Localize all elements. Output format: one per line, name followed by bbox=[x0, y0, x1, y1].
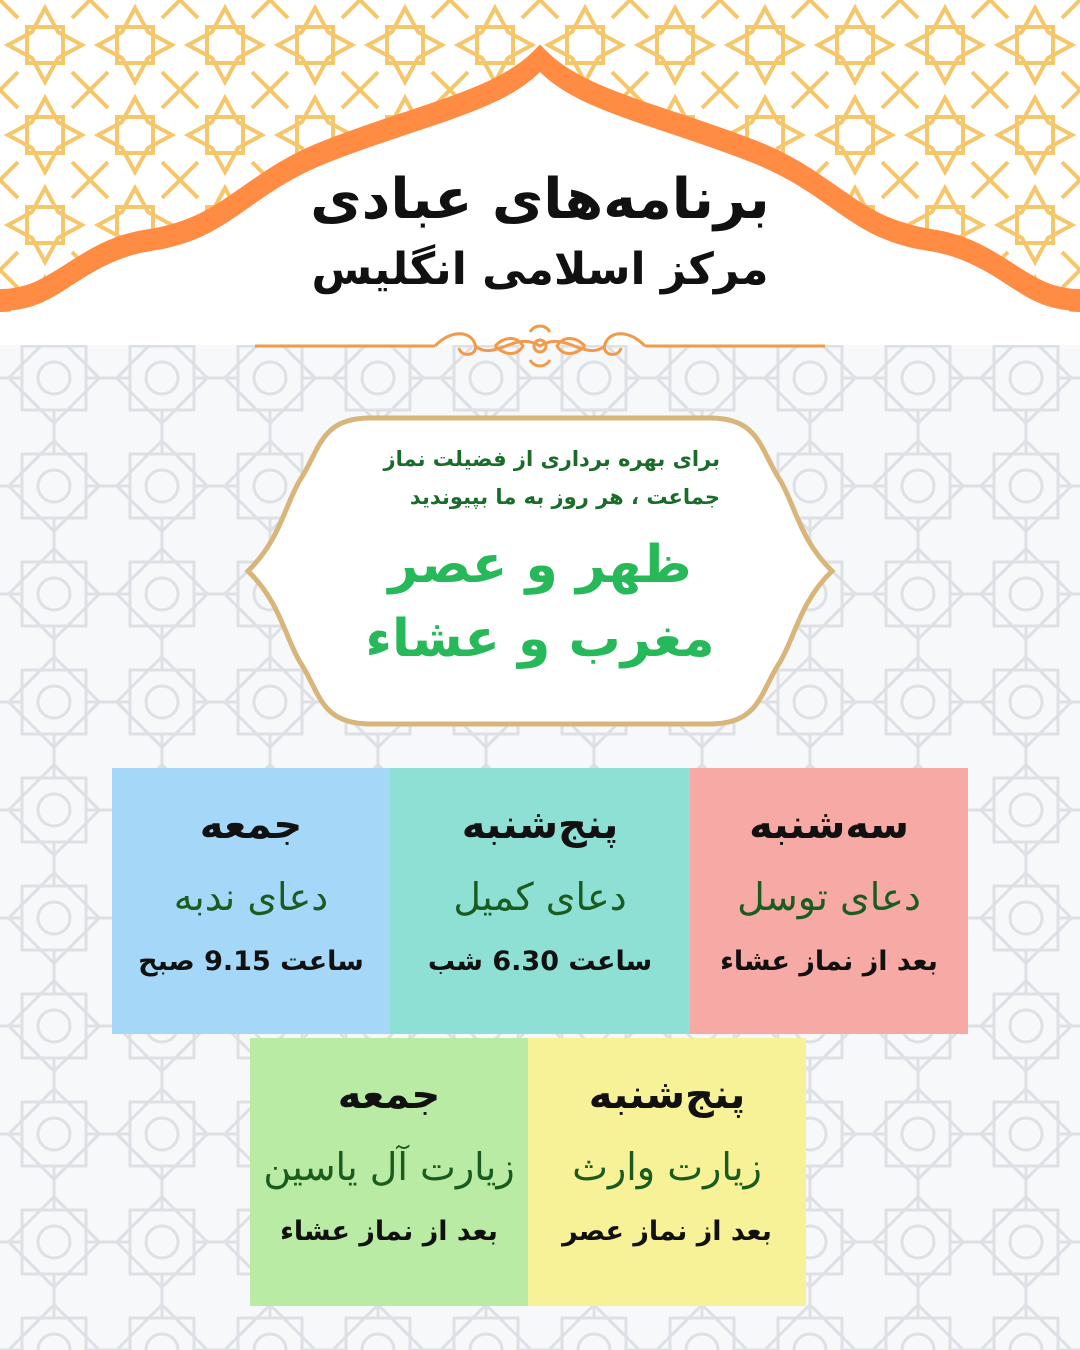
card-event: دعای ندبه bbox=[173, 875, 329, 919]
card-time: بعد از نماز عشاء bbox=[720, 946, 938, 977]
invitation-line-1: برای بهره برداری از فضیلت نماز bbox=[383, 447, 720, 471]
prayer-evening-night: مغرب و عشاء bbox=[365, 609, 715, 669]
card-day: پنج‌شنبه bbox=[461, 802, 619, 848]
schedule-card-friday-aal-yasin bbox=[250, 1038, 528, 1306]
card-day: جمعه bbox=[337, 1072, 441, 1118]
schedule-card-friday-nudba bbox=[112, 768, 390, 1034]
page-title: برنامه‌های عبادی bbox=[310, 167, 770, 232]
schedule-card-thursday-kumail bbox=[390, 768, 690, 1034]
card-event: دعای توسل bbox=[737, 875, 921, 919]
invitation-text bbox=[300, 440, 780, 676]
card-time: ساعت 6.30 شب bbox=[427, 946, 653, 977]
card-time: بعد از نماز عشاء bbox=[280, 1216, 498, 1247]
card-event: دعای کمیل bbox=[453, 875, 627, 919]
ornament-divider bbox=[255, 322, 825, 376]
schedule-card-thursday-warith bbox=[528, 1038, 806, 1306]
schedule-card-tuesday-tawassul bbox=[690, 768, 968, 1034]
page-subtitle: مرکز اسلامی انگلیس bbox=[311, 244, 769, 295]
header bbox=[0, 160, 1080, 300]
card-day: سه‌شنبه bbox=[749, 802, 909, 848]
invitation-line-2: جماعت ، هر روز به ما بپیوندید bbox=[409, 485, 720, 509]
prayer-noon-afternoon: ظهر و عصر bbox=[388, 535, 692, 595]
card-event: زیارت وارث bbox=[572, 1145, 762, 1189]
card-day: جمعه bbox=[199, 802, 303, 848]
card-time: بعد از نماز عصر bbox=[562, 1216, 772, 1247]
card-time: ساعت 9.15 صبح bbox=[138, 946, 364, 977]
card-day: پنج‌شنبه bbox=[588, 1072, 746, 1118]
prayer-times bbox=[300, 528, 780, 676]
card-event: زیارت آل یاسین bbox=[263, 1145, 515, 1189]
